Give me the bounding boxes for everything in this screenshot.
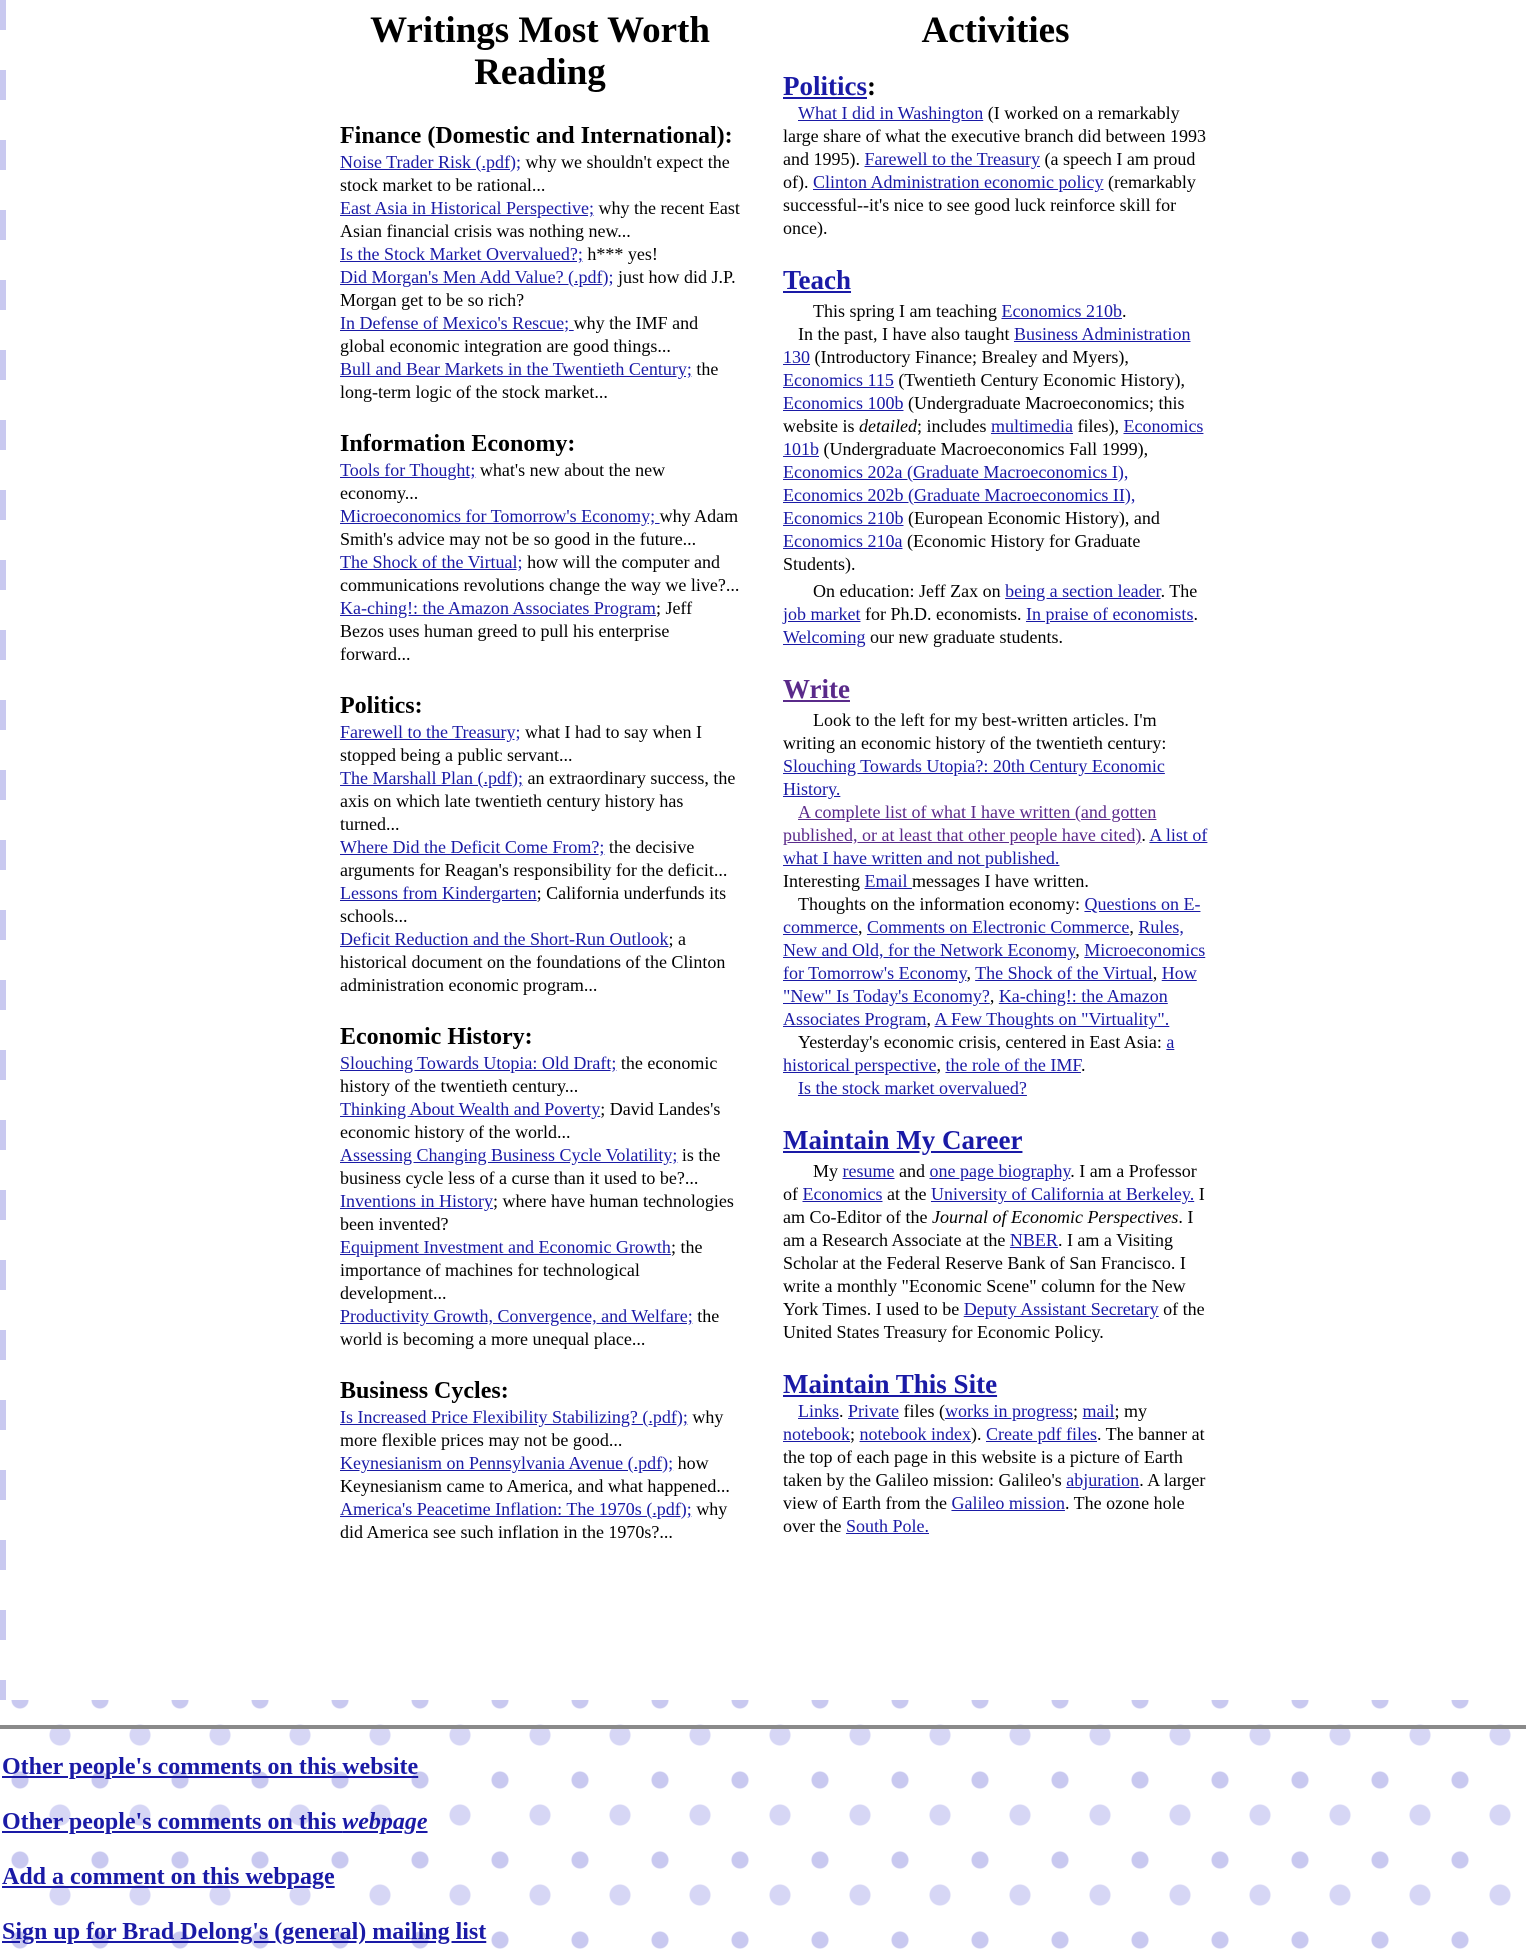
text: . I am a Professor of bbox=[783, 1161, 1197, 1204]
article-link[interactable]: Ka-ching!: the Amazon Associates Program bbox=[340, 598, 656, 618]
text: . bbox=[1141, 825, 1150, 845]
praise-economists-link[interactable]: In praise of economists bbox=[1025, 604, 1194, 624]
section-leader-link[interactable]: being a section leader bbox=[1005, 581, 1161, 601]
write-email bbox=[783, 870, 1208, 893]
journal-title: Journal of Economic Perspectives bbox=[931, 1207, 1179, 1227]
activities-title: Activities bbox=[921, 10, 1070, 51]
article-link[interactable]: Lessons from Kindergarten bbox=[340, 883, 537, 903]
writing-entry bbox=[340, 312, 740, 358]
page-comments-link[interactable] bbox=[2, 1809, 428, 1835]
teach-education bbox=[783, 580, 1208, 649]
ecommerce-questions-link[interactable]: Questions on E-commerce bbox=[783, 894, 1201, 937]
article-description: just how did J.P. Morgan get to be so rich? bbox=[340, 267, 736, 310]
article-description: how will the computer and communications revolutions change the way we live?... bbox=[340, 552, 740, 595]
text: ; bbox=[1073, 1401, 1083, 1421]
article-description: why more flexible prices may not be good... bbox=[340, 1407, 724, 1450]
text: , bbox=[857, 917, 867, 937]
article-link[interactable]: America's Peacetime Inflation: The 1970s (.pdf); bbox=[340, 1499, 692, 1519]
article-link[interactable]: Is the Stock Market Overvalued?; bbox=[340, 244, 583, 264]
writings-title: Writings Most Worth Reading bbox=[370, 10, 710, 93]
article-link[interactable]: Productivity Growth, Convergence, and Welfare; bbox=[340, 1306, 693, 1326]
network-rules-link[interactable]: Rules, New and Old, for the Network Economy bbox=[783, 917, 1184, 960]
article-description: ; California underfunds its schools... bbox=[340, 883, 727, 926]
email-link[interactable]: Email bbox=[864, 871, 912, 891]
section-heading: Finance (Domestic and International): bbox=[340, 123, 733, 149]
economics-dept-link[interactable]: Economics bbox=[802, 1184, 883, 1204]
text: ; bbox=[850, 1424, 860, 1444]
write-crisis bbox=[783, 1031, 1208, 1077]
text: In the past, I have also taught bbox=[798, 324, 1014, 344]
econ-115-link[interactable]: Economics 115 bbox=[783, 370, 894, 390]
text: On education: Jeff Zax on bbox=[813, 581, 1006, 601]
text: Yesterday's economic crisis, centered in East Asia: bbox=[798, 1032, 1167, 1052]
writing-entry bbox=[340, 1236, 740, 1305]
article-link[interactable]: Equipment Investment and Economic Growth bbox=[340, 1237, 671, 1257]
politics-section bbox=[783, 70, 1208, 240]
article-description: ; David Landes's economic history of the world... bbox=[340, 1099, 721, 1142]
deputy-secretary-link[interactable]: Deputy Assistant Secretary bbox=[963, 1299, 1159, 1319]
job-market-link[interactable]: job market bbox=[783, 604, 861, 624]
article-description: why did America see such inflation in the 1970s?... bbox=[340, 1499, 728, 1542]
background-strip bbox=[0, 0, 6, 1700]
writing-entry bbox=[340, 1144, 740, 1190]
article-description: the long-term logic of the stock market... bbox=[340, 359, 719, 402]
writing-entry bbox=[340, 597, 740, 666]
econ-101b-link[interactable]: Economics 101b bbox=[783, 416, 1204, 459]
text: ; includes bbox=[916, 416, 991, 436]
writing-entry bbox=[340, 358, 740, 404]
create-pdf-link[interactable]: Create pdf files bbox=[986, 1424, 1097, 1444]
writing-entry bbox=[340, 928, 740, 997]
site-heading-link[interactable]: Maintain This Site bbox=[783, 1369, 998, 1399]
article-description: h*** yes! bbox=[582, 244, 658, 264]
historical-perspective-link[interactable]: a historical perspective bbox=[783, 1032, 1175, 1075]
text: . bbox=[1121, 301, 1127, 321]
text: . bbox=[1193, 604, 1198, 624]
ka-ching-link[interactable]: Ka-ching!: the Amazon Associates Program bbox=[783, 986, 1168, 1029]
emphasis: detailed bbox=[859, 416, 917, 436]
text: . I am a Visiting Scholar at the Federal Reserve Bank of San Francisco. I write a monthly "Economic Scene" column for the New York Times. I used to be bbox=[783, 1230, 1186, 1319]
article-link[interactable]: Inventions in History bbox=[340, 1191, 493, 1211]
econ-202a-link[interactable]: Economics 202a (Graduate Macroeconomics I), bbox=[783, 462, 1129, 482]
text: ; my bbox=[1114, 1401, 1148, 1421]
article-description: ; where have human technologies been invented? bbox=[340, 1191, 734, 1234]
text: . I am a Research Associate at the bbox=[783, 1207, 1194, 1250]
heading-colon: : bbox=[866, 71, 876, 101]
article-link[interactable]: The Marshall Plan (.pdf); bbox=[340, 768, 523, 788]
article-description: an extraordinary success, the axis on which late twentieth century history has turned... bbox=[340, 768, 736, 834]
section-heading: Information Economy: bbox=[340, 431, 576, 457]
politics-heading-link[interactable]: Politics bbox=[783, 71, 867, 101]
writing-entry bbox=[340, 1052, 740, 1098]
writing-entry bbox=[340, 551, 740, 597]
shock-virtual-link[interactable]: The Shock of the Virtual bbox=[975, 963, 1153, 983]
article-description: the economic history of the twentieth century... bbox=[340, 1053, 718, 1096]
farewell-treasury-link[interactable]: Farewell to the Treasury bbox=[864, 149, 1040, 169]
writing-entry bbox=[340, 151, 740, 197]
career-section bbox=[783, 1124, 1208, 1344]
writing-entry bbox=[340, 1406, 740, 1452]
article-description: why we shouldn't expect the stock market to be rational... bbox=[340, 152, 730, 195]
notebook-index-link[interactable]: notebook index bbox=[859, 1424, 971, 1444]
article-description: ; the importance of machines for technological development... bbox=[340, 1237, 703, 1303]
text: (remarkably successful--it's nice to see good luck reinforce skill for once). bbox=[783, 172, 1196, 238]
south-pole-link[interactable]: South Pole. bbox=[845, 1516, 929, 1536]
site-text bbox=[783, 1400, 1208, 1538]
stock-overvalued-link[interactable]: Is the stock market overvalued? bbox=[798, 1078, 1027, 1098]
article-link[interactable]: Is Increased Price Flexibility Stabilizing? (.pdf); bbox=[340, 1407, 688, 1427]
article-description: the world is becoming a more unequal place... bbox=[340, 1306, 720, 1349]
article-description: what's new about the new economy... bbox=[340, 460, 666, 503]
article-link[interactable]: Tools for Thought; bbox=[340, 460, 476, 480]
writing-entry bbox=[340, 1305, 740, 1351]
section-heading: Politics: bbox=[340, 693, 423, 719]
text: This spring I am teaching bbox=[813, 301, 1002, 321]
article-description: ; Jeff Bezos uses human greed to pull his enterprise forward... bbox=[340, 598, 693, 664]
writing-entry bbox=[340, 767, 740, 836]
text: at the bbox=[882, 1184, 931, 1204]
writing-entry bbox=[340, 882, 740, 928]
writing-entry bbox=[340, 243, 740, 266]
text: (Twentieth Century Economic History), bbox=[893, 370, 1185, 390]
emphasis: webpage bbox=[342, 1809, 428, 1835]
text: (I worked on a remarkably large share of what the executive branch did between 1993 and 1995). bbox=[783, 103, 1206, 169]
text: for Ph.D. economists. bbox=[860, 604, 1026, 624]
text: , bbox=[926, 1009, 935, 1029]
text: , bbox=[989, 986, 999, 1006]
section-heading: Economic History: bbox=[340, 1024, 533, 1050]
article-description: ; a historical document on the foundations of the Clinton administration economic program... bbox=[340, 929, 726, 995]
complete-list-link[interactable]: A complete list of what I have written (and gotten published, or at least that other people have cited) bbox=[783, 802, 1157, 845]
private-link[interactable]: Private bbox=[848, 1401, 900, 1421]
mail-link[interactable]: mail bbox=[1082, 1401, 1115, 1421]
site-section bbox=[783, 1368, 1208, 1538]
text: , bbox=[1129, 917, 1139, 937]
career-text bbox=[783, 1160, 1208, 1344]
microeconomics-link[interactable]: Microeconomics for Tomorrow's Economy bbox=[783, 940, 1206, 983]
footer-divider bbox=[0, 1725, 1526, 1729]
text: (Economic History for Graduate Students). bbox=[783, 531, 1141, 574]
article-link[interactable]: East Asia in Historical Perspective; bbox=[340, 198, 594, 218]
writing-entry bbox=[340, 1098, 740, 1144]
article-link[interactable]: Microeconomics for Tomorrow's Economy; bbox=[340, 506, 660, 526]
article-link[interactable]: Farewell to the Treasury; bbox=[340, 722, 521, 742]
how-new-link[interactable]: How "New" Is Today's Economy? bbox=[783, 963, 1197, 1006]
write-section bbox=[783, 673, 1208, 1100]
article-description: what I had to say when I stopped being a public servant... bbox=[340, 722, 702, 765]
article-link[interactable]: Where Did the Deficit Come From?; bbox=[340, 837, 605, 857]
write-list bbox=[783, 801, 1208, 870]
econ-210a-link[interactable]: Economics 210a bbox=[783, 531, 903, 551]
article-description: why Adam Smith's advice may not be so good in the future... bbox=[340, 506, 739, 549]
mailing-list-link[interactable]: Sign up for Brad Delong's (general) mailing list bbox=[2, 1919, 487, 1945]
site-comments-link[interactable]: Other people's comments on this website bbox=[2, 1754, 419, 1780]
writing-entry bbox=[340, 1190, 740, 1236]
abjuration-link[interactable]: abjuration bbox=[1066, 1470, 1140, 1490]
teach-past bbox=[783, 323, 1208, 576]
writings-section bbox=[340, 430, 740, 666]
text: , bbox=[1075, 940, 1085, 960]
notebook-link[interactable]: notebook bbox=[783, 1424, 850, 1444]
writing-entry bbox=[340, 266, 740, 312]
footer-link-row bbox=[2, 1917, 486, 1947]
text: , bbox=[1152, 963, 1162, 983]
writings-section bbox=[340, 692, 740, 997]
footer-link-row bbox=[2, 1862, 335, 1892]
activities-column bbox=[783, 10, 1208, 1562]
galileo-mission-link[interactable]: Galileo mission bbox=[951, 1493, 1065, 1513]
writings-column bbox=[340, 10, 740, 1570]
text: (a speech I am proud of). bbox=[783, 149, 1196, 192]
econ-202b-link[interactable]: Economics 202b (Graduate Macroeconomics II), bbox=[783, 485, 1136, 505]
slouching-utopia-link[interactable]: Slouching Towards Utopia?: 20th Century Economic History. bbox=[783, 756, 1165, 799]
resume-link[interactable]: resume bbox=[842, 1161, 895, 1181]
text: of the United States Treasury for Economic Policy. bbox=[783, 1299, 1205, 1342]
text: Other people's comments on this bbox=[2, 1809, 343, 1835]
econ-100b-link[interactable]: Economics 100b bbox=[783, 393, 904, 413]
writing-entry bbox=[340, 836, 740, 882]
works-progress-link[interactable]: works in progress bbox=[945, 1401, 1073, 1421]
ecommerce-comments-link[interactable]: Comments on Electronic Commerce bbox=[866, 917, 1130, 937]
multimedia-link[interactable]: multimedia bbox=[990, 416, 1073, 436]
article-link[interactable]: Keynesianism on Pennsylvania Avenue (.pdf); bbox=[340, 1453, 674, 1473]
biography-link[interactable]: one page biography bbox=[929, 1161, 1071, 1181]
text: Thoughts on the information economy: bbox=[798, 894, 1085, 914]
text: . The banner at the top of each page in this website is a picture of Earth taken by the Galileo mission: Galileo's bbox=[783, 1424, 1205, 1490]
article-link[interactable]: Assessing Changing Business Cycle Volatility; bbox=[340, 1145, 678, 1165]
econ-210b-past-link[interactable]: Economics 210b bbox=[783, 508, 904, 528]
article-link[interactable]: Noise Trader Risk (.pdf); bbox=[340, 152, 521, 172]
text: , bbox=[966, 963, 976, 983]
text: and bbox=[894, 1161, 930, 1181]
article-description: is the business cycle less of a curse than it used to be?... bbox=[340, 1145, 721, 1188]
article-link[interactable]: Bull and Bear Markets in the Twentieth Century; bbox=[340, 359, 692, 379]
article-link[interactable]: In Defense of Mexico's Rescue; bbox=[340, 313, 574, 333]
text: files ( bbox=[899, 1401, 945, 1421]
writing-entry bbox=[340, 197, 740, 243]
politics-text bbox=[783, 102, 1208, 240]
teach-current bbox=[783, 300, 1208, 323]
writings-section bbox=[340, 1377, 740, 1544]
links-link[interactable]: Links bbox=[798, 1401, 840, 1421]
writing-entry bbox=[340, 721, 740, 767]
clinton-policy-link[interactable]: Clinton Administration economic policy bbox=[813, 172, 1104, 192]
article-description: why the recent East Asian financial crisis was nothing new... bbox=[340, 198, 740, 241]
berkeley-link[interactable]: University of California at Berkeley. bbox=[930, 1184, 1195, 1204]
text: our new graduate students. bbox=[865, 627, 1063, 647]
econ-210b-link[interactable]: Economics 210b bbox=[1001, 301, 1122, 321]
virtuality-link[interactable]: A Few Thoughts on "Virtuality". bbox=[934, 1009, 1170, 1029]
writing-entry bbox=[340, 1498, 740, 1544]
text: Look to the left for my best-written articles. I'm writing an economic history of the twentieth century: bbox=[783, 710, 1167, 753]
text: . bbox=[1080, 1055, 1086, 1075]
footer-link-row bbox=[2, 1752, 418, 1782]
section-heading: Business Cycles: bbox=[340, 1378, 509, 1404]
unpublished-list-link[interactable]: A list of what I have written and not published. bbox=[783, 825, 1208, 868]
add-comment-link[interactable]: Add a comment on this webpage bbox=[2, 1864, 335, 1890]
text: . bbox=[839, 1401, 849, 1421]
article-description: why the IMF and global economic integration are good things... bbox=[340, 313, 699, 356]
text: (Undergraduate Macroeconomics Fall 1999), bbox=[819, 439, 1149, 459]
text: files), bbox=[1072, 416, 1124, 436]
text: , bbox=[936, 1055, 946, 1075]
text: . A larger view of Earth from the bbox=[783, 1470, 1206, 1513]
writing-entry bbox=[340, 1452, 740, 1498]
text: (Introductory Finance; Brealey and Myers), bbox=[810, 347, 1129, 367]
write-heading-link[interactable]: Write bbox=[783, 674, 850, 704]
welcoming-link[interactable]: Welcoming bbox=[783, 627, 866, 647]
article-description: how Keynesianism came to America, and what happened... bbox=[340, 1453, 730, 1496]
text: I am Co-Editor of the bbox=[783, 1184, 1205, 1227]
text: (European Economic History), and bbox=[903, 508, 1160, 528]
teach-section bbox=[783, 264, 1208, 649]
article-link[interactable]: Did Morgan's Men Add Value? (.pdf); bbox=[340, 267, 614, 287]
writings-section bbox=[340, 122, 740, 404]
article-description: the decisive arguments for Reagan's responsibility for the deficit... bbox=[340, 837, 728, 880]
write-info-economy bbox=[783, 893, 1208, 1031]
text: messages I have written. bbox=[911, 871, 1089, 891]
write-intro bbox=[783, 709, 1208, 801]
write-overvalued bbox=[783, 1077, 1208, 1100]
washington-link[interactable]: What I did in Washington bbox=[798, 103, 984, 123]
ba130-link[interactable]: Business Administration 130 bbox=[783, 324, 1191, 367]
text: . The ozone hole over the bbox=[783, 1493, 1185, 1536]
article-link[interactable]: Slouching Towards Utopia: Old Draft; bbox=[340, 1053, 617, 1073]
article-link[interactable]: Deficit Reduction and the Short-Run Outlook bbox=[340, 929, 669, 949]
nber-link[interactable]: NBER bbox=[1009, 1230, 1058, 1250]
article-link[interactable]: Thinking About Wealth and Poverty bbox=[340, 1099, 601, 1119]
text: Interesting bbox=[783, 871, 865, 891]
writing-entry bbox=[340, 505, 740, 551]
career-heading-link[interactable]: Maintain My Career bbox=[783, 1125, 1023, 1155]
writing-entry bbox=[340, 459, 740, 505]
role-imf-link[interactable]: the role of the IMF bbox=[945, 1055, 1081, 1075]
text: (Undergraduate Macroeconomics; this website is bbox=[783, 393, 1185, 436]
text: ). bbox=[971, 1424, 986, 1444]
article-link[interactable]: The Shock of the Virtual; bbox=[340, 552, 523, 572]
text: . The bbox=[1160, 581, 1198, 601]
text: My bbox=[813, 1161, 843, 1181]
teach-heading-link[interactable]: Teach bbox=[783, 265, 852, 295]
footer-link-row bbox=[2, 1807, 428, 1837]
writings-section bbox=[340, 1023, 740, 1351]
